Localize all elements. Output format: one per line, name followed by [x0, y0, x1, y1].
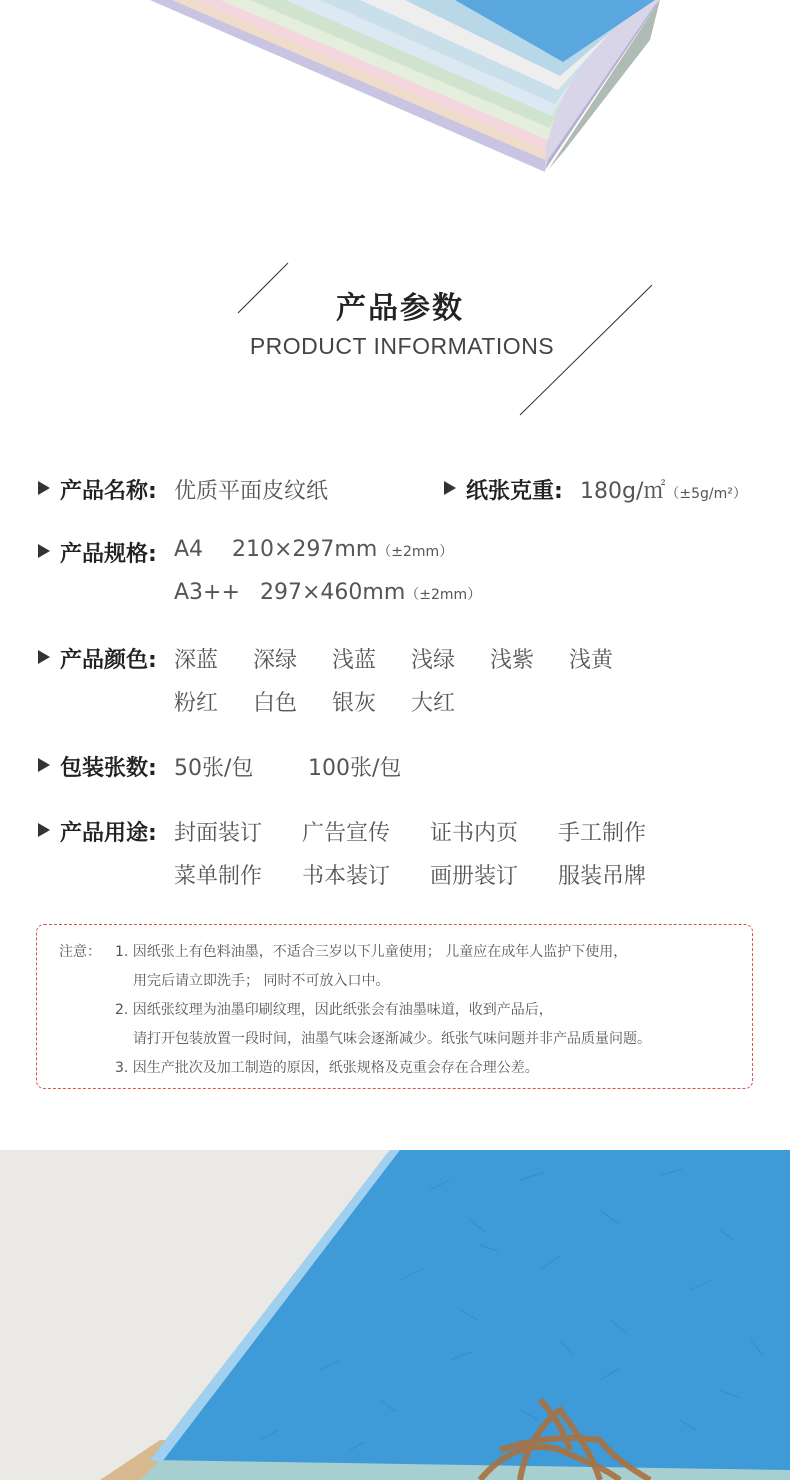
- use-item: 广告宣传: [302, 821, 391, 846]
- spec-size-a4: A4: [174, 537, 204, 562]
- paper-weight-label: 纸张克重:: [466, 479, 563, 504]
- spec-tolerance-a3: （±2mm）: [405, 587, 482, 603]
- section-subtitle: PRODUCT INFORMATIONS: [249, 333, 555, 359]
- use-item: 证书内页: [430, 821, 519, 846]
- color-item: 银灰: [332, 691, 377, 716]
- param-row-uses: [0, 814, 790, 894]
- spec-size-a3: A3++: [174, 580, 240, 605]
- paper-weight-value: 180g/㎡（±5g/m²）: [580, 479, 747, 504]
- triangle-bullet-icon: [38, 758, 50, 772]
- use-item: 菜单制作: [174, 864, 263, 889]
- color-item: 浅黄: [569, 648, 614, 673]
- notice-line: 请打开包装放置一段时间，油墨气味会逐渐减少。纸张气味问题并非产品质量问题。: [133, 1031, 651, 1047]
- triangle-bullet-icon: [38, 823, 50, 837]
- color-item: 浅紫: [490, 648, 535, 673]
- param-row-packaging: [0, 749, 790, 783]
- spec-dims-a4: 210×297mm（±2mm）: [232, 537, 454, 562]
- triangle-bullet-icon: [38, 544, 50, 558]
- color-item: 白色: [253, 691, 298, 716]
- product-name-label: 产品名称:: [60, 479, 157, 504]
- triangle-bullet-icon: [444, 481, 456, 495]
- packaging-item: 100张/包: [308, 756, 402, 781]
- packaging-item: 50张/包: [174, 756, 254, 781]
- use-item: 画册装订: [430, 864, 519, 889]
- spec-tolerance-a4: （±2mm）: [377, 544, 454, 560]
- section-header: [0, 255, 790, 425]
- notice-line: 用完后请立即洗手； 同时不可放入口中。: [133, 973, 390, 989]
- color-item: 浅绿: [411, 648, 456, 673]
- param-row-colors: [0, 641, 790, 721]
- triangle-bullet-icon: [38, 650, 50, 664]
- bottom-product-photo: [0, 1150, 790, 1480]
- use-item: 服装吊牌: [558, 864, 647, 889]
- paper-weight-tolerance: （±5g/m²）: [665, 486, 747, 502]
- product-use-label: 产品用途:: [60, 821, 157, 846]
- product-color-label: 产品颜色:: [60, 648, 157, 673]
- param-row-spec: [0, 535, 790, 615]
- section-title: 产品参数: [336, 291, 464, 326]
- notice-line: 1. 因纸张上有色料油墨，不适合三岁以下儿童使用； 儿童应在成年人监护下使用，: [115, 944, 628, 960]
- color-item: 粉红: [174, 691, 219, 716]
- product-spec-label: 产品规格:: [60, 542, 157, 567]
- color-item: 大红: [411, 691, 456, 716]
- color-item: 浅蓝: [332, 648, 377, 673]
- top-product-photo: [0, 0, 790, 190]
- notice-line: 3. 因生产批次及加工制造的原因，纸张规格及克重会存在合理公差。: [115, 1060, 539, 1076]
- triangle-bullet-icon: [38, 481, 50, 495]
- use-item: 手工制作: [558, 821, 647, 846]
- param-row-name-weight: [0, 472, 790, 506]
- notice-box: [36, 924, 753, 1089]
- notice-label: 注意：: [59, 944, 101, 960]
- spec-dims-a3: 297×460mm（±2mm）: [260, 580, 482, 605]
- use-item: 书本装订: [302, 864, 391, 889]
- notice-line: 2. 因纸张纹理为油墨印刷纹理，因此纸张会有油墨味道，收到产品后，: [115, 1002, 553, 1018]
- use-item: 封面装订: [174, 821, 263, 846]
- product-name-value: 优质平面皮纹纸: [174, 479, 329, 504]
- color-item: 深蓝: [174, 648, 219, 673]
- packaging-label: 包装张数:: [60, 756, 157, 781]
- color-item: 深绿: [253, 648, 298, 673]
